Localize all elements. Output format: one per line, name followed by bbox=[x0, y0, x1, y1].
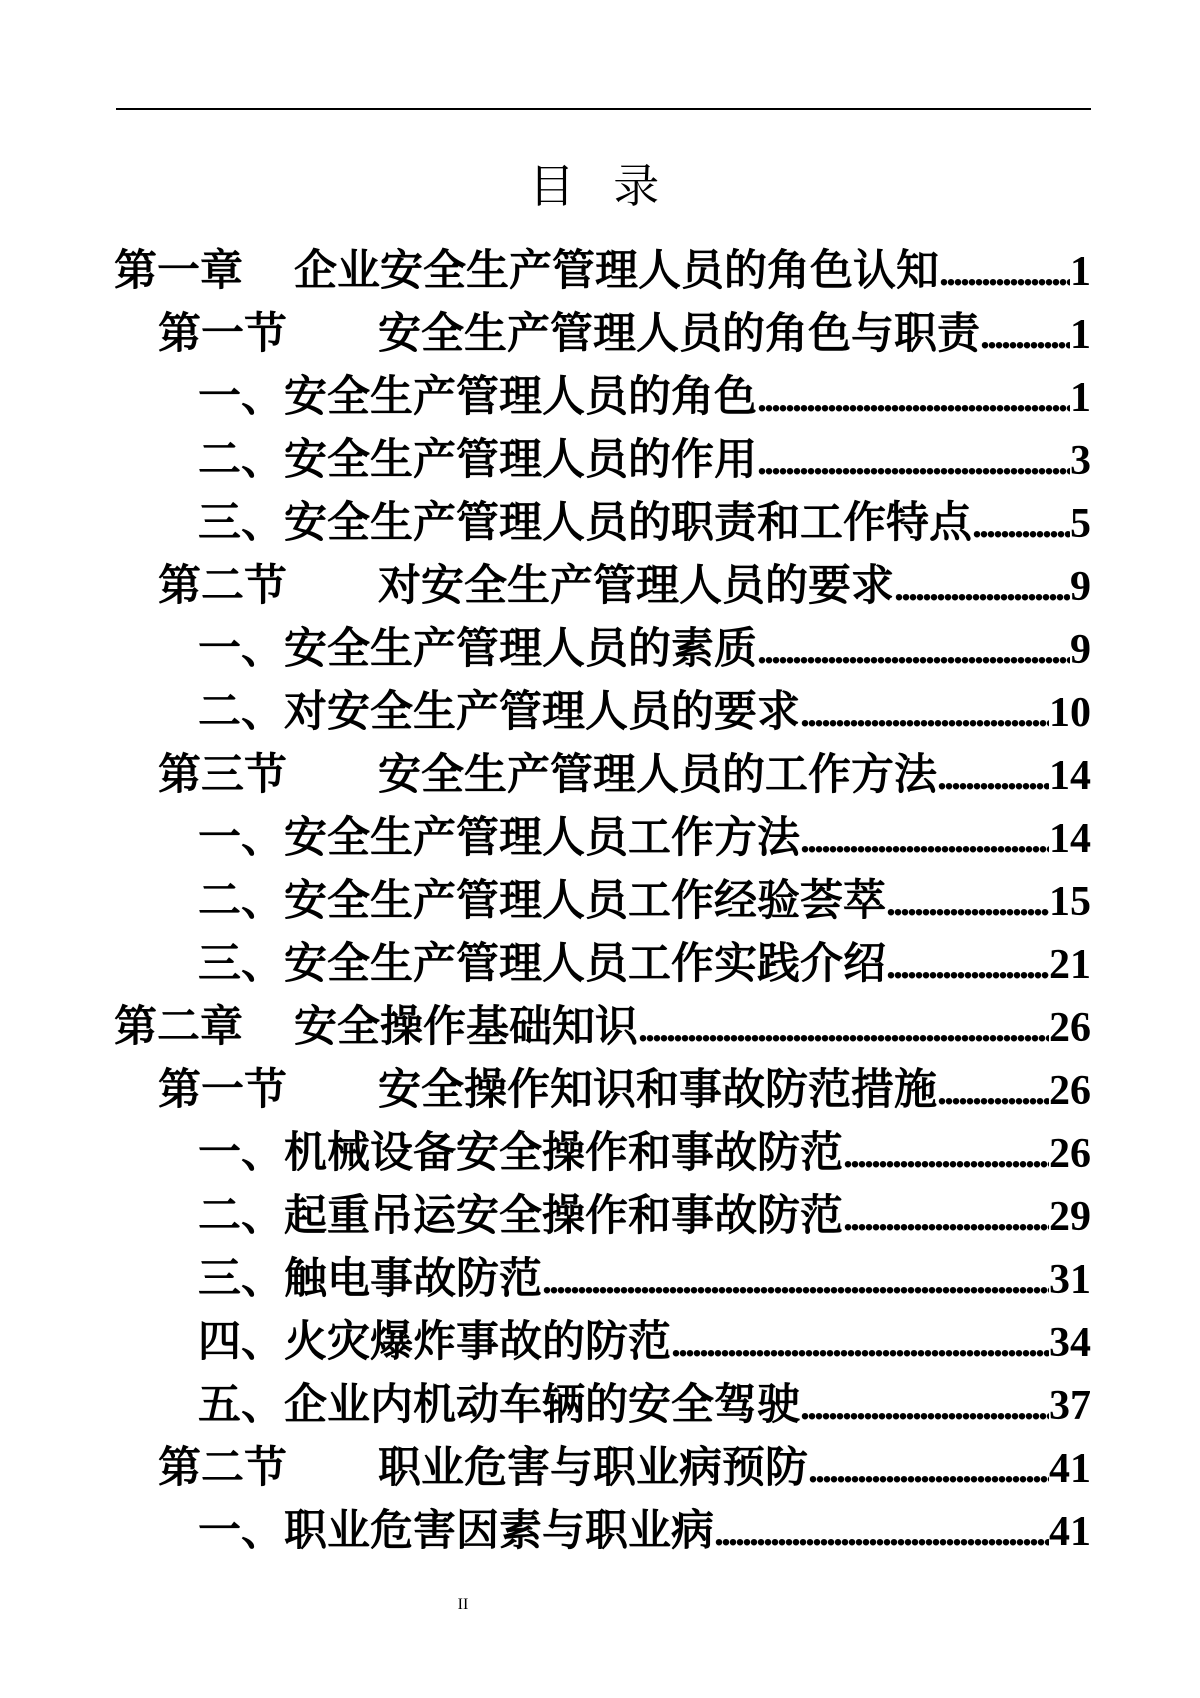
toc-number: 第二节 bbox=[158, 1443, 287, 1493]
toc-entry[interactable] bbox=[158, 1059, 1091, 1122]
toc-page-number: 26 bbox=[1049, 1067, 1091, 1114]
toc-label: 三、安全生产管理人员的职责和工作特点 bbox=[198, 498, 972, 548]
toc-page-number: 1 bbox=[1070, 311, 1091, 358]
toc-leader-dots bbox=[886, 882, 1049, 922]
toc-leader-dots bbox=[671, 1323, 1049, 1363]
toc-entry[interactable] bbox=[198, 1185, 1091, 1248]
toc-entry[interactable] bbox=[198, 429, 1091, 492]
toc-page-number: 9 bbox=[1070, 563, 1091, 610]
toc-page-number: 41 bbox=[1049, 1508, 1091, 1555]
toc-entry[interactable] bbox=[114, 996, 1091, 1059]
toc-leader-dots bbox=[843, 1134, 1049, 1174]
toc-page-number: 29 bbox=[1049, 1193, 1091, 1240]
toc-label: 三、安全生产管理人员工作实践介绍 bbox=[198, 939, 886, 989]
toc-entry[interactable] bbox=[198, 1311, 1091, 1374]
toc-leader-dots bbox=[800, 1386, 1049, 1426]
toc-leader-dots bbox=[894, 567, 1070, 607]
toc-label: 一、安全生产管理人员的角色 bbox=[198, 372, 757, 422]
toc-leader-dots bbox=[843, 1197, 1049, 1237]
toc-number: 第二章 bbox=[114, 1002, 243, 1052]
toc-label: 安全操作基础知识 bbox=[294, 1002, 638, 1052]
page-title: 目 录 bbox=[528, 159, 672, 213]
toc-page-number: 3 bbox=[1070, 437, 1091, 484]
toc-label: 安全操作知识和事故防范措施 bbox=[378, 1065, 937, 1115]
toc-leader-dots bbox=[757, 630, 1070, 670]
toc-number: 第一节 bbox=[158, 309, 287, 359]
toc-leader-dots bbox=[939, 252, 1070, 292]
toc-leader-dots bbox=[638, 1008, 1049, 1048]
toc-entry[interactable] bbox=[158, 303, 1091, 366]
toc-label: 对安全生产管理人员的要求 bbox=[378, 561, 894, 611]
toc-page-number: 26 bbox=[1049, 1130, 1091, 1177]
toc-label: 一、机械设备安全操作和事故防范 bbox=[198, 1128, 843, 1178]
toc-label: 四、火灾爆炸事故的防范 bbox=[198, 1317, 671, 1367]
toc-number: 第三节 bbox=[158, 750, 287, 800]
toc-page-number: 9 bbox=[1070, 626, 1091, 673]
toc-leader-dots bbox=[972, 504, 1070, 544]
toc-label: 二、安全生产管理人员的作用 bbox=[198, 435, 757, 485]
toc-entry[interactable] bbox=[158, 555, 1091, 618]
toc-leader-dots bbox=[808, 1449, 1049, 1489]
toc-page-number: 15 bbox=[1049, 878, 1091, 925]
header-rule bbox=[116, 108, 1091, 110]
toc-page-number: 34 bbox=[1049, 1319, 1091, 1366]
toc-leader-dots bbox=[980, 315, 1070, 355]
toc-label: 二、安全生产管理人员工作经验荟萃 bbox=[198, 876, 886, 926]
toc-entry[interactable] bbox=[114, 240, 1091, 303]
toc-leader-dots bbox=[757, 378, 1070, 418]
toc-label: 一、安全生产管理人员工作方法 bbox=[198, 813, 800, 863]
toc-leader-dots bbox=[937, 1071, 1049, 1111]
toc-entry[interactable] bbox=[158, 1437, 1091, 1500]
toc-page-number: 5 bbox=[1070, 500, 1091, 547]
toc-page-number: 1 bbox=[1070, 374, 1091, 421]
toc-page-number: 26 bbox=[1049, 1004, 1091, 1051]
toc-leader-dots bbox=[886, 945, 1049, 985]
toc-page-number: 10 bbox=[1049, 689, 1091, 736]
page-footer-number: II bbox=[457, 1596, 469, 1613]
toc-entry[interactable] bbox=[198, 870, 1091, 933]
toc-label: 三、触电事故防范 bbox=[198, 1254, 542, 1304]
toc-leader-dots bbox=[800, 693, 1049, 733]
toc-entry[interactable] bbox=[198, 1122, 1091, 1185]
toc-entry[interactable] bbox=[198, 807, 1091, 870]
toc-page-number: 41 bbox=[1049, 1445, 1091, 1492]
toc-label: 企业安全生产管理人员的角色认知 bbox=[294, 246, 939, 296]
toc-number: 第一节 bbox=[158, 1065, 287, 1115]
toc-page-number: 1 bbox=[1070, 248, 1091, 295]
toc-entry[interactable] bbox=[198, 1248, 1091, 1311]
toc-entry[interactable] bbox=[198, 492, 1091, 555]
toc-entry[interactable] bbox=[198, 933, 1091, 996]
toc-label: 二、起重吊运安全操作和事故防范 bbox=[198, 1191, 843, 1241]
toc-entry[interactable] bbox=[198, 366, 1091, 429]
toc-entry[interactable] bbox=[198, 1500, 1091, 1563]
toc-entry[interactable] bbox=[198, 1374, 1091, 1437]
toc-number: 第一章 bbox=[114, 246, 243, 296]
toc-label: 安全生产管理人员的工作方法 bbox=[378, 750, 937, 800]
toc-number: 第二节 bbox=[158, 561, 287, 611]
toc-page-number: 21 bbox=[1049, 941, 1091, 988]
toc-leader-dots bbox=[937, 756, 1049, 796]
toc-label: 二、对安全生产管理人员的要求 bbox=[198, 687, 800, 737]
toc-label: 五、企业内机动车辆的安全驾驶 bbox=[198, 1380, 800, 1430]
toc-page-number: 14 bbox=[1049, 815, 1091, 862]
toc-leader-dots bbox=[542, 1260, 1049, 1300]
toc-page-number: 37 bbox=[1049, 1382, 1091, 1429]
toc-label: 职业危害与职业病预防 bbox=[378, 1443, 808, 1493]
toc-leader-dots bbox=[800, 819, 1049, 859]
toc-entry[interactable] bbox=[198, 618, 1091, 681]
toc-leader-dots bbox=[714, 1512, 1049, 1552]
toc-leader-dots bbox=[757, 441, 1070, 481]
toc-entry[interactable] bbox=[158, 744, 1091, 807]
toc-page-number: 31 bbox=[1049, 1256, 1091, 1303]
toc-label: 安全生产管理人员的角色与职责 bbox=[378, 309, 980, 359]
toc-label: 一、职业危害因素与职业病 bbox=[198, 1506, 714, 1556]
toc-entry[interactable] bbox=[198, 681, 1091, 744]
toc-page-number: 14 bbox=[1049, 752, 1091, 799]
toc-label: 一、安全生产管理人员的素质 bbox=[198, 624, 757, 674]
